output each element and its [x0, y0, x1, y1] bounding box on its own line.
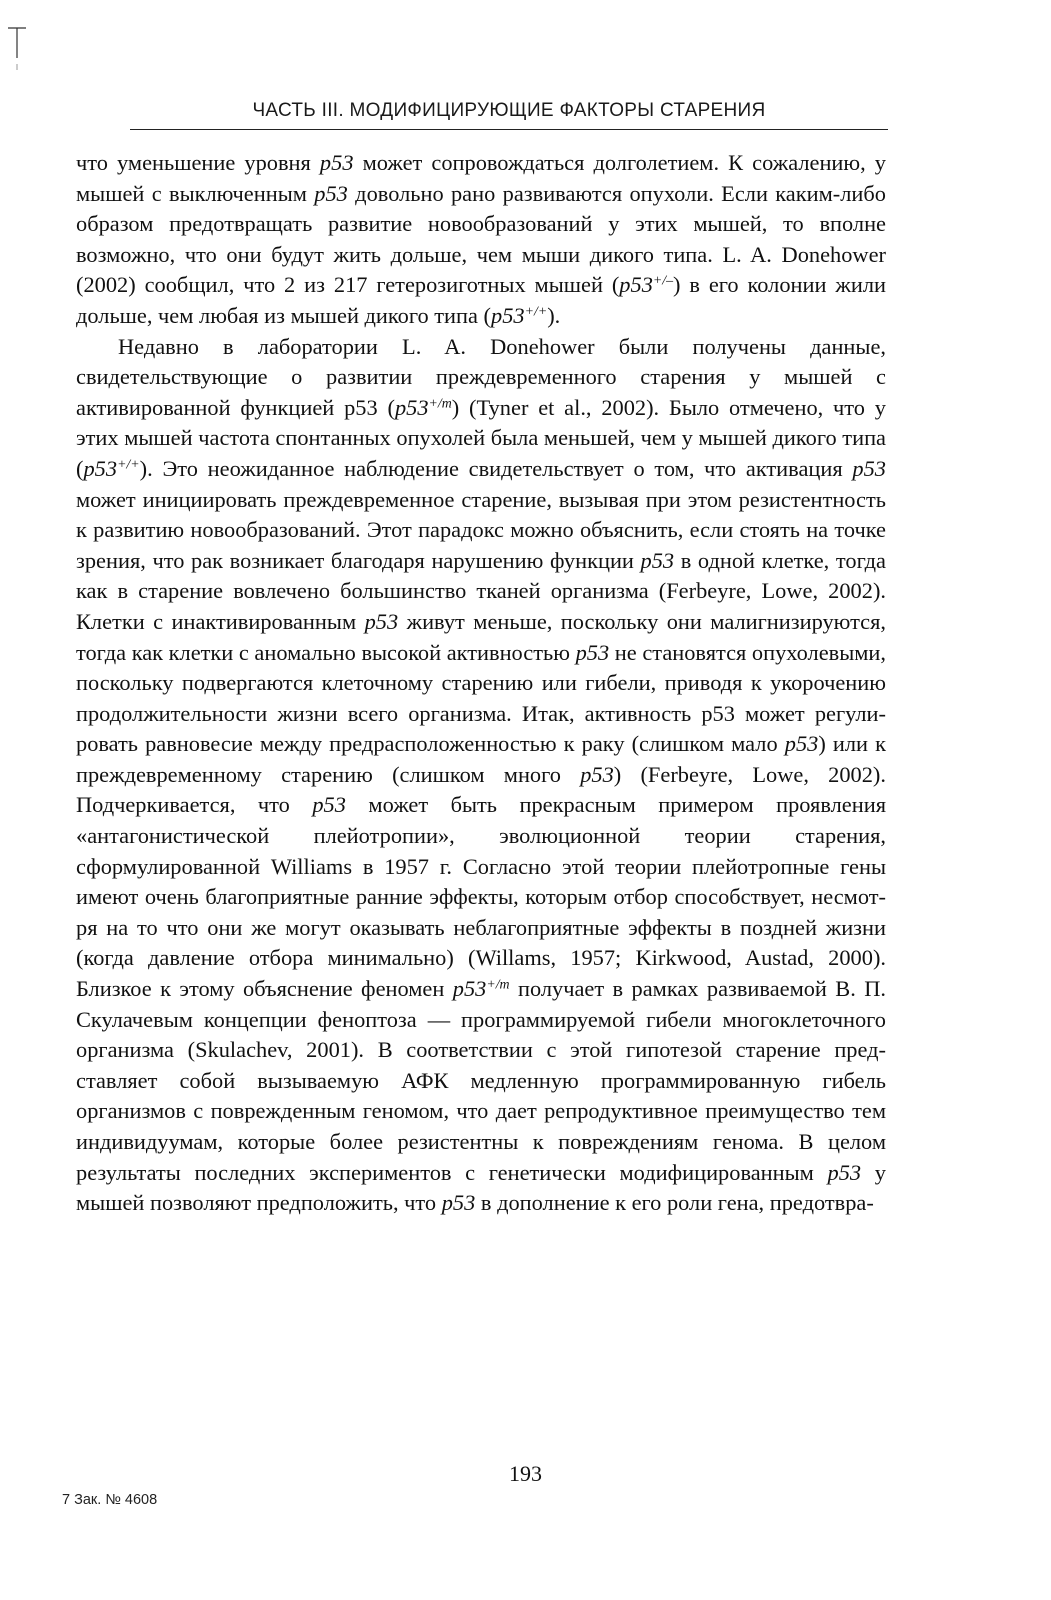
printer-signature: 7 Зак. № 4608	[62, 1492, 158, 1508]
text-run: получает в рамках развиваемой В. П. Скулачевым концепции феноптоза — программируемой гибели многоклеточного организма (Skulachev, 2001). В соответствии с этой гипотезой старение представляет собой вызываемую АФК медленную программированную гибель организмов с поврежденным геномом, что дает репродуктивное преимущество тем индивидуумам, которые более резистентны к повреждениям генома. В целом результаты последних экспериментов с генетически модифицированным	[76, 976, 887, 1185]
italic-gene-name: p53	[784, 731, 819, 757]
text-run: ) или к преждевременному старению (слишком много	[76, 731, 886, 787]
text-run: может сопровождаться долголетием. К сожалению, у мышей с выключенным	[76, 150, 887, 206]
italic-gene-name: p53	[314, 180, 348, 206]
page-number: 193	[509, 1461, 542, 1486]
running-head-title: ЧАСТЬ III. МОДИФИЦИРУЮЩИЕ ФАКТОРЫ СТАРЕНИЯ	[252, 100, 766, 121]
superscript-genotype: +/m	[486, 977, 510, 993]
superscript-genotype: +/m	[428, 396, 452, 412]
text-run: ).	[547, 302, 561, 328]
paragraph	[76, 332, 886, 1219]
italic-gene-name: p53	[491, 302, 525, 328]
text-run: не становятся опухолевыми, поскольку подвергаются клеточному старению или гибели, приводя к укорочению продолжительности жизни всего организма. Итак, активность p53 может регулировать равновесие между предрасположенностью к раку (слишком мало	[76, 639, 886, 757]
italic-gene-name: p53	[580, 761, 614, 787]
italic-gene-name: p53	[619, 272, 653, 298]
italic-gene-name: p53	[364, 608, 399, 634]
superscript-genotype: +/+	[117, 457, 140, 473]
italic-gene-name: p53	[852, 455, 886, 481]
text-run: у мышей позволяют предположить, что	[76, 1159, 886, 1216]
italic-gene-name: p53	[394, 394, 429, 420]
text-run: что уменьшение уровня	[76, 150, 320, 175]
text-run: Недавно в лаборатории L. A. Donehower были получены данные, свидетельствующие о развитии преждевременного старения у мышей с активированной функцией p53 (	[76, 333, 886, 420]
italic-gene-name: p53	[312, 792, 346, 818]
italic-gene-name: p53	[452, 976, 487, 1002]
crop-mark-icon	[6, 20, 28, 80]
body-text	[76, 148, 886, 1219]
text-run: ) (Tyner et al., 2002). Было отмечено, что у этих мышей частота спонтанных опухолей была меньшей, чем у мышей дикого типа (	[76, 394, 886, 481]
italic-gene-name: p53	[640, 547, 675, 573]
text-run: довольно рано развиваются опухоли. Если каким-либо образом предотвращать развитие новообразований у этих мышей, то вполне возможно, что они будут жить дольше, чем мыши дикого типа. L. A. Donehower (2002) сообщил, что 2 из 217 гетерозиготных мышей (	[76, 180, 886, 298]
italic-gene-name: p53	[83, 455, 118, 481]
text-run: в одной клетке, тогда как в старение вовлечено большинство тканей организма (Ferbeyre, Lowe, 2002). Клетки с инактивированным	[76, 547, 886, 634]
text-run: в дополнение к его роли гена, предотвра-	[475, 1190, 874, 1216]
superscript-genotype: +/–	[652, 273, 674, 289]
text-run: ) (Ferbeyre, Lowe, 2002). Подчеркивается, что	[76, 761, 886, 818]
italic-gene-name: p53	[827, 1159, 862, 1185]
running-head	[130, 96, 888, 130]
italic-gene-name: p53	[319, 150, 354, 175]
paragraph	[76, 148, 886, 332]
superscript-genotype: +/+	[524, 304, 548, 320]
text-run: живут меньше, поскольку они малигнизируются, тогда как клетки с аномально высокой активностью	[76, 608, 887, 665]
text-run: может быть прекрасным примером проявления «антагонистической плейотропии», эволюционной теории старения, сформулированной Williams в 1957 г. Согласно этой теории плейотропные гены имеют очень благоприятные ранние эффекты, которым отбор способствует, несмотря на то что они же могут оказывать неблагоприятные эффекты в поздней жизни (когда давление отбора минимально) (Willams, 1957; Kirkwood, Austad, 2000). Близкое к этому объяснение феномен	[76, 792, 887, 1002]
italic-gene-name: p53	[575, 639, 610, 665]
text-run: ). Это неожиданное наблюдение свидетельствует о том, что активация	[139, 455, 853, 481]
text-run: может инициировать преждевременное старение, вызывая при этом резистентность к развитию новообразований. Этот парадокс можно объяснить, если стоять на точке зрения, что рак возникает благодаря нарушению функции	[76, 486, 886, 573]
italic-gene-name: p53	[441, 1190, 476, 1216]
text-run: ) в его колонии жили дольше, чем любая из мышей дикого типа (	[76, 272, 886, 328]
